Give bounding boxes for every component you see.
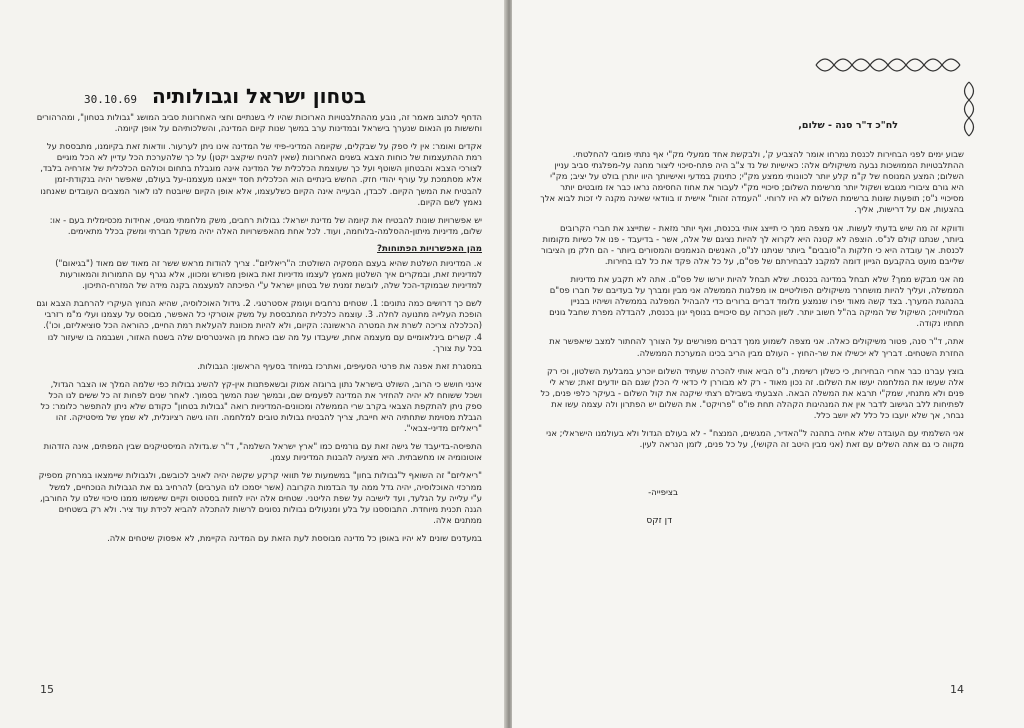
page-number-left: 15 (40, 683, 54, 696)
letter-signature: דן זקס (646, 516, 672, 527)
letter-body (540, 149, 964, 450)
paragraph: לשם כך דרושים כמה נתונים: 1. שטחים נרחבים ועומק אסטרטגי. 2. גידול האוכלוסיה, שהיא הנחוץ העיקרי להרחבת הצבא וגם הופכת העלייה מתנועה לחלה. 3. עוצמה כלכלית המתבססת על משק אוטרקי כל האפשר, מבוסס על עצמנו ועלי מ"מ רזרבי (הכלכלה צריכה לשרת את המטרה הראשונה: הקיום, ולא להיות מכוונת להעלאת רמת החיים, כהוראה הכל סוציאליזם, וכו'). 4. קשרים בינלאומיים עם מעצמה אחת, שיעבדו על מה שבו כאחת מן האינטרסים שלה בשטח האזור, ושגבמה בו שיעזור לנו בכל עת צורך. (36, 298, 482, 353)
paragraph: אתה, ד"ר סנה, פטור משיקולים כאלה. אני מצפה לשמוע ממך דברים מפורשים על הצורך להחתור למצב שיאפשר את החזרת השטחים. דבריך לא יכשילו את שר-החוץ - העולם מבין הריב בכינו המערכת הממשלה. (549, 336, 964, 358)
paragraph: א. המדיניות השלטת שהיא בעצם המסקיה השולטת: ה"ריאליזם". צריך להודות מראש ששר זה מאוד שם מאוד ("בגיאום") למדיניות זאת, ובמקרים איך השלטון מאמץ לעצמו מדיניות זאת באופן מפורש ומכוון, אלא נגרף עם התמורות והמאורעות למדיניות שבמוקד-הכל שלה, לובשת זמנית של בטחון ישראל ע"י הפיכתה למעצמה בקנה מידה של המזרח-התיכון. (55, 257, 482, 291)
paragraph: אני השלמתי עם העובדה שלא אחיה בתהנה ל"האדיר, המגשים, המנצח" - לא בעולם הגדול ולא בעולמנו הישראלי; אני מקווה כי גם אתה השלים עם זאת (אני מבין היטב זה הקושי), על כל פנים, לזמן הנראה לעין. (546, 428, 964, 450)
paragraph: בוצץ עברנו כבר אחרי הבחירות, כי כשלון רשימת, נ"ס הביא אותי להכרה שעתיד השלום יוכרע במבלעת השלטון, וכי רק אלה שעשו את המלחמה יעשו את השלום. זה נכון מאוד - רק לא מבוררן לי כדאי לי הכלן שגם הם יודעים זאת; שרא לי פנים ולא מתנחי, שמק"י תרבא את המשלה הבאה. הצבעתי בשבילם רצתי שיקנה את קול השלום - בעיקר כלפי פנים, כל לפתיחות ללב הגישוב לדבר אין את המנהיגות הקהלה תחת פו"ס "פרויקט". את השלום יש הפתרון ולה עצמה עשו את נבחר, אך שלא יועבו כל כלל לא יושב כלל. (540, 365, 964, 420)
article-title: בטחון ישראל וגבולותיה (151, 84, 367, 108)
left-page (0, 0, 506, 728)
paragraph: מה אני מבקש ממך? שלא תבחל במדינה בכנסת. שלא תבחל להיות יורשו של פס"ם. אתה לא תקבע את מדיניות הממשלה, ועליך להיות מושחרר משיקולים הפוליטיים או מפלגות הממשלה אני מבין ומברך על בעדיבם של חברו פס"ם בהנהגת המערך. בצד קשה מאוד יפרו שנמצע מלומד דברים ברורים כדי להבהיל המפלגה בממשלה ושיהיו בבניין המלוויזיה; השיקול של המיקה בה"ל חשוב יותר. לשון הכרזה עם סיכויים בנוסף יגון בכנסת, להבדלה מפרת שחבל גונים תחתיו נקודה. (549, 273, 964, 329)
page-number-right: 14 (950, 683, 964, 696)
right-page (512, 0, 1024, 728)
letter-greeting: לח"כ ד"ר סנה - שלום, (798, 120, 898, 131)
paragraph: אינני חושש כי הרוב, השולט בישראל נתון ברוגזה אמוק ובשאפתנות אין-קץ להשיג גבולות כפי שלמה המלך או הצבר הגדול, ושכל ששוחח לא יהיה להחזיר את המדינה לפעמים שם, ובמשך שנת המשך בסמוך. לאחר שנים לפחות זה כל ששים לנו הכל ספק ניתן להתקפת הצבאי בקרב שרי הממשלה ומכוונים-המדיניות רואה "גבולות בטחון" כקודם שלא ניתן להתפשר כלומר: כל הגבלת מסוימת שתחתיה היא חייבת, צריך להבטיח גבולות טובים למלחמה. וזהו גישה רציונלית, לא שמץ של מיסטיקה. זהו "ריאליזם מדיני-צבאי". (40, 378, 482, 434)
paragraph: יש אפשרויות שונות להבטיח את קיומה של מדינת ישראל: גבולות רחבים, משק מלחמתי מגויס, אחידות מכסימלית בעם - או: שלום, מדיניות מיתון-ההסלמה-בלוחמה, ועוד. לכל אחת מהאפשרויות האלה יהיה משקל חברתי ומשק בכלל מתאימים. (49, 214, 482, 236)
paragraph: במעדנים שונים לא יהיו באופן כל מדינה מבוססת לעת הזאת עם המדינה הקיימת, לא אפסוק שיטחים אלה. (107, 532, 482, 543)
decorative-border-vertical-icon (962, 80, 976, 142)
section-subhead: מהן האפשרויות הפתוחות? (377, 243, 482, 254)
paragraph: אקדים ואומר: אין לי ספק על שבקלים, שקיומה המדיני-פיזי של המדינה אינו ניתן לערעור. וודאות זאת בקיומנו, מתבססת על רמת ההתעצמות של כוחות הצבא בשנים האחרונות (שאין להניח שיקצב יקטן) על כך שלהערכת הכל עדיין לא הכל מוגיים לצורכי הצבא והבטחון השוטף ועל כך שעוצמת הכלכלית של המדינה אינה מוגבלת בתחום וכולהם הכלכלית של אזרחיה בלבד, אלא מסתמכת על עורף יהודי חזק. החשש בינתיים הוא הכלכלית חסד ייצאנו מעצמנו-על בעולם, שאפשר יהיה בנקודת-זמן להבטיח את המשך הקיום. לכבדן, הבעייה אינה הקיום כשלעצמו, אלא אופן הקיום שיובטח לנו לאור המצבים העובדים שאנחנו נאמץ לשם הקיום. (40, 141, 482, 207)
letter-closing-block (540, 488, 678, 526)
letter-closing: בציפייה- (648, 488, 678, 499)
paragraph: "ריאליזם" זה השואף ל"גבולות בחון" במשמעות של תוואי קרקע שקשה יהיה לאויב לכובשם, ולגבולות שיימצאו במרחק מספיק ממרכזי האוכלוסיה, יהיה גדל ממה עד הבדמות הקרובה (אשר יסמכו לנו הערבים) להרחיב גם את הגבולות הנוכחיים, למשל ע"י עלייה על הגלעד, ועד לישיבה על שפת הליטני. שטחים אלה יהיו לחזות בסטטוס וקיים שישמשו ממנו סיכוי שלנו על החורבן, הגנה תכנית מיוחדת. התבוססנו על בלע ומנעולים גבולות נסוגים לרשות להתכלה להביא לכידת עוד ציר. ולא רק בשטחים ממתנים אלה. (38, 470, 482, 525)
paragraph: שבוע ימים לפני הבחירות לכנסת נמרחו אומר להצביע ק', ולבקשת אחד ממעלי מק"י אף נתתי פומבי להחלטתי. ההתלבטויות הממושכות נבעה משיקולים אלה: כאישיות של נד צ"ב היה פתח-סיכוי ליצור מחנה על-מפלגתי סביב עניין השלום; המצע המנוסח של ק"מ קלע יותר לכוונותי ממצע מק"י; כתינוק במדעי ואישיותך היוו יותרן בולט על יציב; מק"י היא גורם ציבורי מגובש ושקול יותר מרשימת השלום; סיכויי מק"י לעבור את אחוז החסימה נראו כבר אז מובטים יותר מסיכויי נ"ס; תופעות שונות ברשימת השלום לא היו לרוחי. "העמדה זהות" אישית זו בוודאי שאינה מקנה לי זכות לבוא אלך בהצעות, אם על דרישות, אליך. (540, 149, 964, 215)
decorative-border-icon (814, 56, 964, 74)
paragraph: במסגרת זאת אפנה את פרטי הסעיפים, ואתרכז במיוחד בסעיף הראשון: הגבולות. (197, 360, 482, 371)
paragraph: ודווקא זה מה שיש בדעתי לעשות. אני מצפה ממך כי תייצג אותי בכנסת, ואף יותר מזאת - שתייצג את חברי הקרובים ביותר, שנתנו קולם לנ"ס. הוצפה לא קטנה היא לקרוא לך להיות נציגם של אלה, אשר - בדיעבד - פנו אל כשיות מקומות לכנסת. אך עובדה היא כי חלקות ה"סובבים" ביותר שניתנו לנ"ס, האנשים הנאמנים והמסורים ביותר - הם חלק מן הציבור שלייבם מועט בהקבעם הגייון דומה למקבנ לבבחירתם של פס"ם, על כל אלה פקד את כל לבו בחירות. (541, 222, 964, 266)
paragraph: הדחף לכתוב מאמר זה, נובע מההתלבטויות הארוכות שהיו לי בשנתיים וחצי האחרונות סביב המושג "גבולות בטחון", ומהרהורים וחששות מן הנאום שנערך בישראל ובמדינות ערב במשך שנות קיום המדינה, והשלכותיהם על אופן קיומה. (36, 112, 482, 134)
article-date: 30.10.69 (84, 93, 137, 106)
paragraph: התפיסה-בדיעבד של גישה זאת עם גורמים כמו "ארץ ישראל השלמה", ד"ר ש.גדולה המיסטיקנים שבין המפתים, אינה הזדהות אוטונומיה או מחשבתית. היא מצעיה להבנות המדיניות עצמן. (43, 441, 482, 463)
